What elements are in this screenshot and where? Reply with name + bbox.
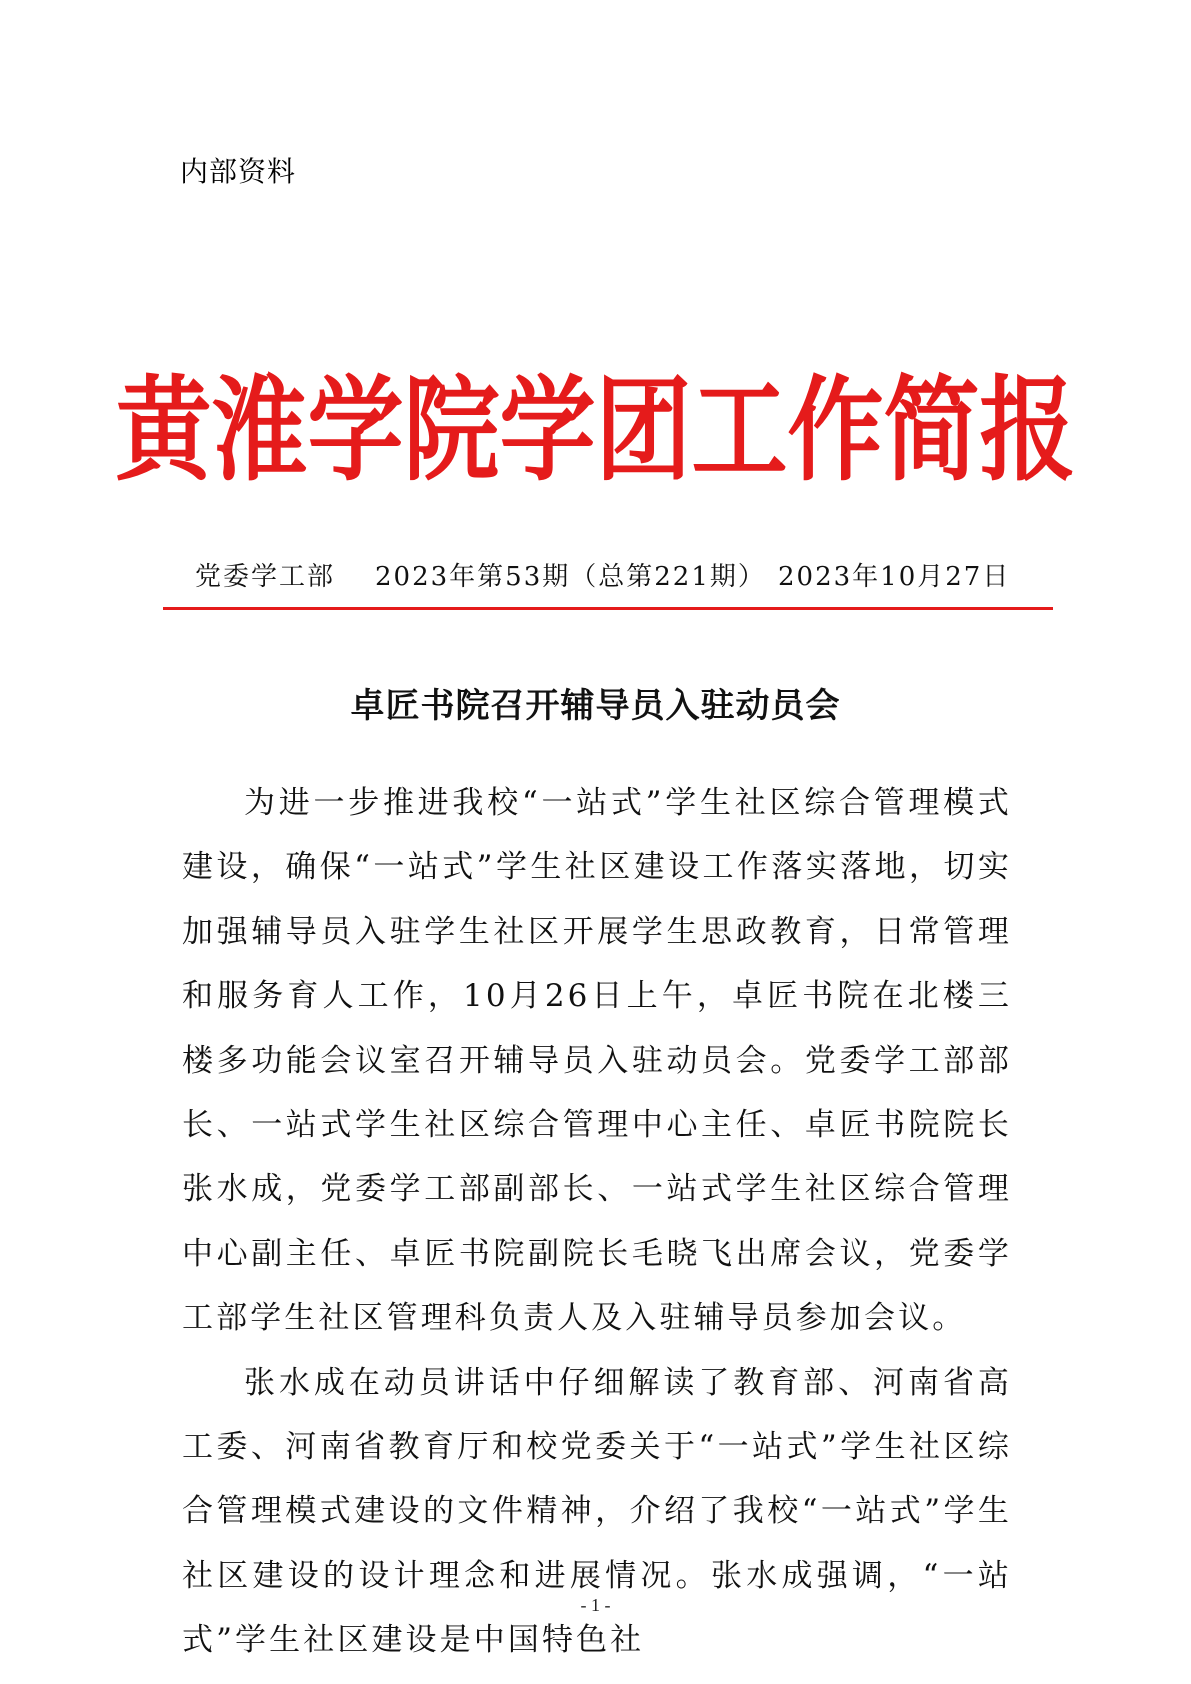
issue-line [163, 556, 1043, 592]
article-body [182, 771, 1012, 1673]
issue-department: 党委学工部 [195, 562, 336, 592]
masthead-title: 黄淮学院学团工作简报 [115, 363, 1076, 497]
page-number: - 1 - [580, 1595, 611, 1615]
issue-date: 2023年10月27日 [778, 562, 1011, 592]
issue-number: 2023年第53期（总第221期） [375, 562, 766, 592]
article-title: 卓匠书院召开辅导员入驻动员会 [350, 686, 841, 726]
red-divider [163, 607, 1053, 610]
classification-label: 内部资料 [180, 155, 297, 188]
body-paragraph: 张水成在动员讲话中仔细解读了教育部、河南省高工委、河南省教育厅和校党委关于“一站式”学生社区综合管理模式建设的文件精神，介绍了我校“一站式”学生社区建设的设计理念和进展情况。张水成强调，“一站式”学生社区建设是中国特色社 [182, 1364, 1012, 1659]
body-paragraph: 为进一步推进我校“一站式”学生社区综合管理模式建设，确保“一站式”学生社区建设工作落实落地，切实加强辅导员入驻学生社区开展学生思政教育，日常管理和服务育人工作，10月26日上午，卓匠书院在北楼三楼多功能会议室召开辅导员入驻动员会。党委学工部部长、一站式学生社区综合管理中心主任、卓匠书院院长张水成，党委学工部副部长、一站式学生社区综合管理中心副主任、卓匠书院副院长毛晓飞出席会议，党委学工部学生社区管理科负责人及入驻辅导员参加会议。 [182, 785, 1012, 1337]
